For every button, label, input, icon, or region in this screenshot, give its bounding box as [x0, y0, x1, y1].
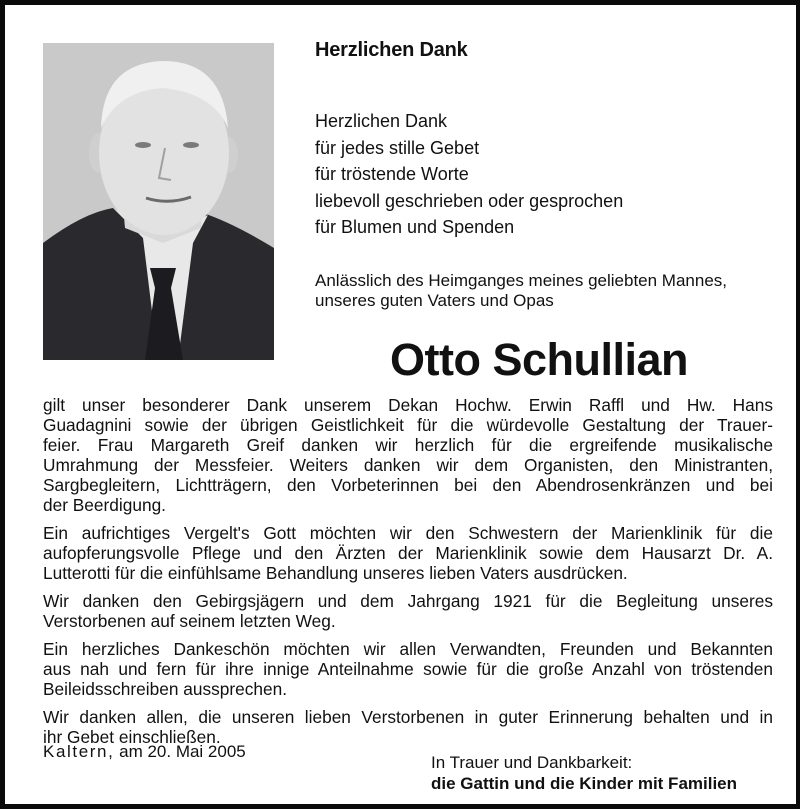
poem-line: Herzlichen Dank — [315, 111, 448, 131]
paragraph-clinic — [43, 523, 773, 583]
body-line: feier. Frau Margareth Greif danken wir herzlich für die ergreifende musikalische — [43, 435, 773, 455]
paragraph-remembrance — [43, 707, 773, 747]
body-line: aufopferungsvolle Pflege und den Ärzten der Marienklinik sowie dem Hausarzt Dr. A. — [43, 543, 773, 563]
body-line: Wir danken allen, die unseren lieben Verstorbenen in guter Erinnerung behalten und in — [43, 707, 773, 727]
mourning-line: In Trauer und Dankbarkeit: — [431, 753, 633, 772]
deceased-name: Otto Schullian — [390, 334, 689, 385]
body-line: Lutterotti für die einfühlsame Behandlung unseres lieben Vaters ausdrücken. — [43, 563, 628, 583]
body-line: Verstorbenen auf seinem letzten Weg. — [43, 611, 336, 631]
body-line: gilt unser besonderer Dank unserem Dekan Hochw. Erwin Raffl und Hw. Hans — [43, 395, 773, 415]
body-line: ihr Gebet einschließen. — [43, 727, 221, 747]
body-line: Wir danken den Gebirgsjägern und dem Jahrgang 1921 für die Begleitung unseres — [43, 591, 773, 611]
poem-line: liebevoll geschrieben oder gesprochen — [315, 190, 624, 211]
date: am 20. Mai 2005 — [119, 742, 246, 761]
body-line: Sargbegleitern, Lichtträgern, den Vorbeterinnen bei den Abendrosenkränzen und bei — [43, 475, 773, 495]
thanks-body — [43, 395, 773, 755]
body-line: Umrahmung der Messfeier. Weiters danken wir dem Organisten, den Ministranten, — [43, 455, 773, 475]
poem-line: für tröstende Worte — [315, 164, 469, 184]
poem-line: für jedes stille Gebet — [315, 137, 480, 158]
intro-line: unseres guten Vaters und Opas — [315, 291, 554, 310]
body-line: der Beerdigung. — [43, 495, 166, 515]
body-line: aus nah und fern für ihre innige Anteilnahme sowie für die große Anzahl von tröstenden — [43, 659, 773, 679]
poem-line: für Blumen und Spenden — [315, 217, 515, 237]
body-line: Beileidsschreiben aussprechen. — [43, 679, 288, 699]
paragraph-relatives — [43, 639, 773, 699]
signoff — [431, 752, 737, 794]
body-line: Guadagnini sowie der übrigen Geistlichkeit für die würdevolle Gestaltung der Trauer- — [43, 415, 773, 435]
intro-line: Anlässlich des Heimganges meines geliebten Mannes, — [315, 271, 728, 290]
family-line: die Gattin und die Kinder mit Familien — [431, 774, 738, 793]
place-date — [43, 742, 246, 762]
place: Kaltern, — [43, 742, 115, 761]
body-line: Ein aufrichtiges Vergelt's Gott möchten wir den Schwestern der Marienklinik für die — [43, 523, 773, 543]
body-line: Ein herzliches Dankeschön möchten wir allen Verwandten, Freunden und Bekannten — [43, 639, 773, 659]
portrait-image-icon — [43, 43, 274, 360]
paragraph-clergy — [43, 395, 773, 515]
thanks-poem — [315, 108, 623, 241]
intro-text — [315, 271, 727, 311]
portrait-photo — [43, 43, 274, 360]
paragraph-mountain-troops — [43, 591, 773, 631]
notice-heading: Herzlichen Dank — [315, 39, 468, 61]
